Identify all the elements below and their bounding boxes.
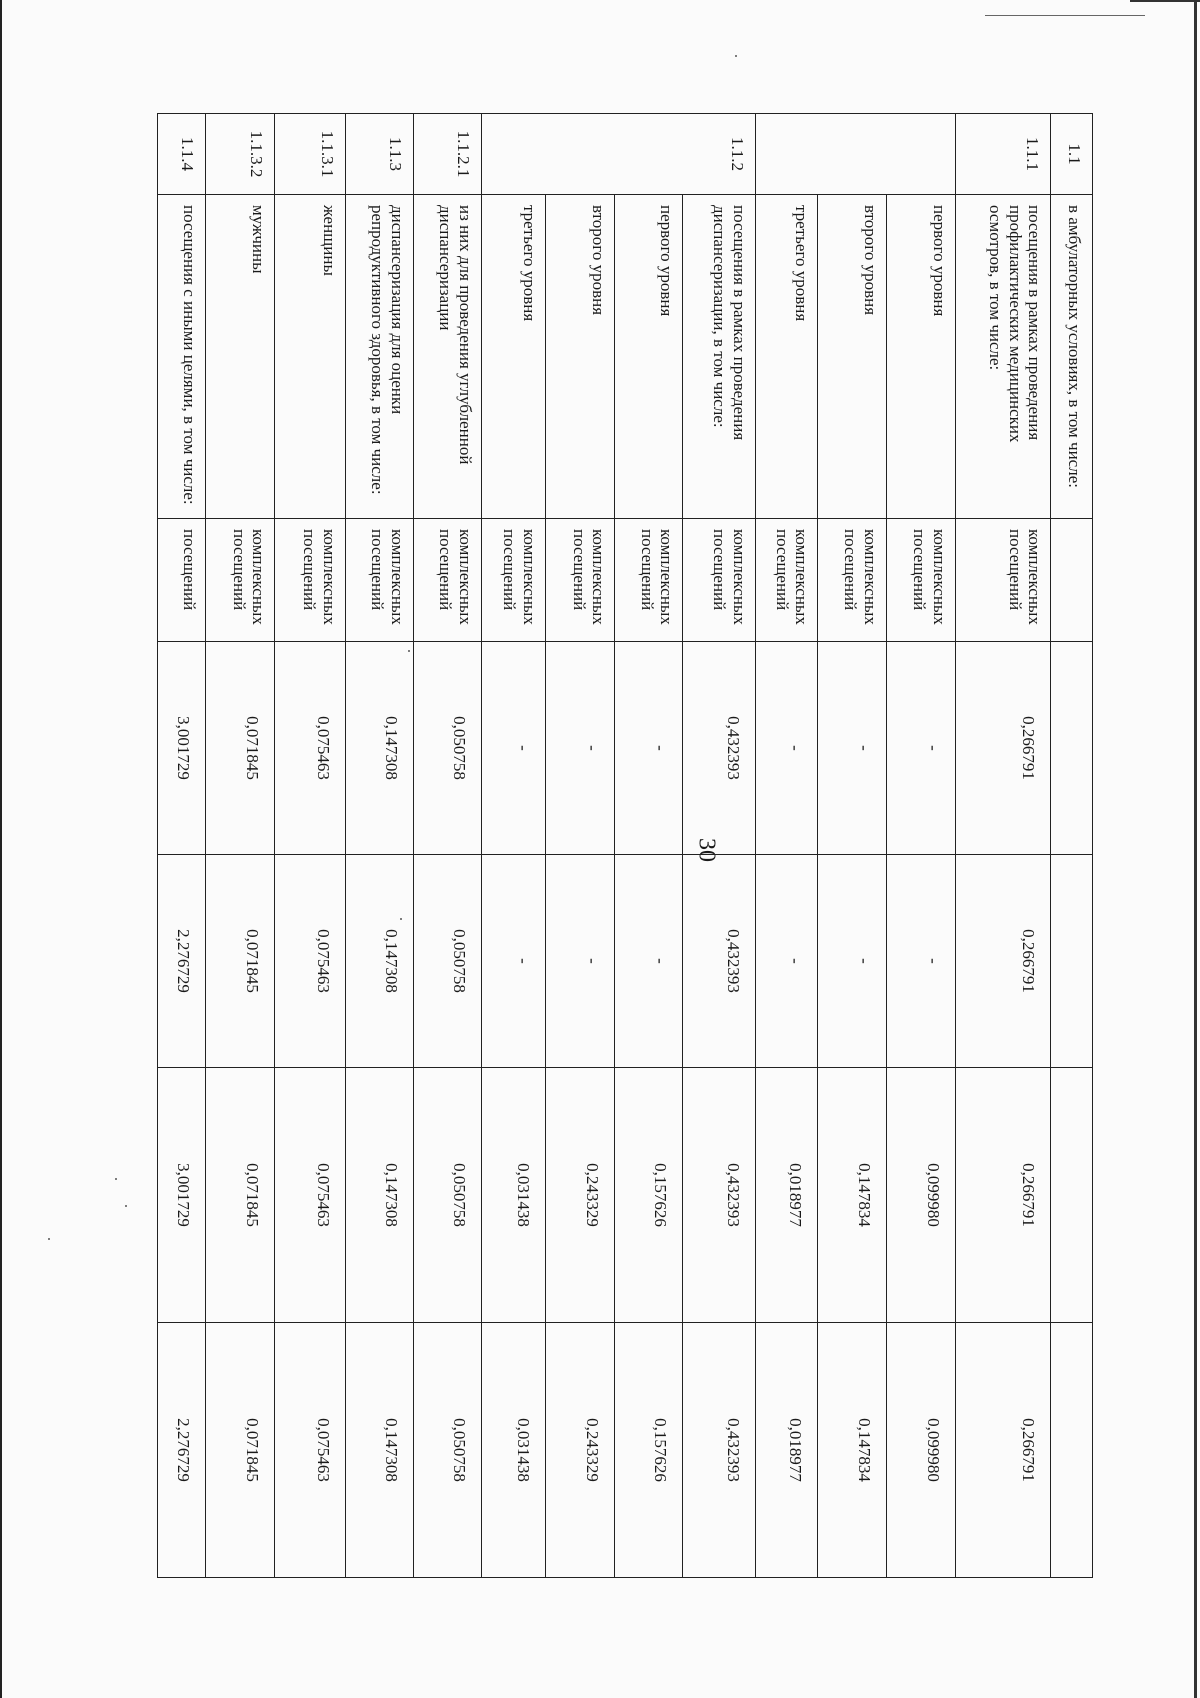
- row-value-1: -: [545, 642, 614, 855]
- row-value-2: 0,050758: [413, 855, 481, 1068]
- row-unit: комплексных посещений: [481, 519, 545, 642]
- row-unit: комплексных посещений: [955, 519, 1050, 642]
- row-value-2: -: [818, 855, 886, 1068]
- row-name: второго уровня: [818, 195, 886, 519]
- row-name: посещения в рамках проведения диспансеризации, в том числе:: [683, 195, 755, 519]
- row-unit: комплексных посещений: [886, 519, 955, 642]
- rotated-table-sheet: [157, 113, 1093, 1577]
- table-body: [158, 114, 1093, 1578]
- row-value-3: 0,050758: [413, 1068, 481, 1323]
- row-number: [615, 114, 683, 195]
- row-value-1: -: [818, 642, 886, 855]
- row-value-4: 0,071845: [206, 1323, 275, 1578]
- row-value-2: 0,432393: [683, 855, 755, 1068]
- row-number: [755, 114, 818, 195]
- row-number: 1.1.3.2: [206, 114, 275, 195]
- row-value-2: [1051, 855, 1093, 1068]
- table-row: [206, 114, 275, 1578]
- row-value-1: -: [886, 642, 955, 855]
- row-value-4: 0,147308: [345, 1323, 413, 1578]
- row-unit: комплексных посещений: [345, 519, 413, 642]
- row-value-2: -: [886, 855, 955, 1068]
- row-value-4: [1051, 1323, 1093, 1578]
- row-number: 1.1.3: [345, 114, 413, 195]
- row-value-1: -: [755, 642, 818, 855]
- row-number: 1.1.2: [683, 114, 755, 195]
- row-number: 1.1: [1051, 114, 1093, 195]
- row-value-4: 0,031438: [481, 1323, 545, 1578]
- row-value-1: 0,147308: [345, 642, 413, 855]
- table-row: [275, 114, 345, 1578]
- row-value-3: 0,432393: [683, 1068, 755, 1323]
- row-unit: комплексных посещений: [206, 519, 275, 642]
- table-row: [683, 114, 755, 1578]
- row-value-3: 0,099980: [886, 1068, 955, 1323]
- table-row: [545, 114, 614, 1578]
- row-unit: комплексных посещений: [413, 519, 481, 642]
- table-row: [755, 114, 818, 1578]
- row-name: второго уровня: [545, 195, 614, 519]
- row-name: третьего уровня: [481, 195, 545, 519]
- row-value-4: 0,147834: [818, 1323, 886, 1578]
- row-value-2: 2,276729: [158, 855, 206, 1068]
- row-value-4: 0,075463: [275, 1323, 345, 1578]
- row-value-4: 0,243329: [545, 1323, 614, 1578]
- page-number: 30: [693, 838, 720, 862]
- row-name: мужчины: [206, 195, 275, 519]
- row-value-4: 0,432393: [683, 1323, 755, 1578]
- row-number: [818, 114, 886, 195]
- table-row: [413, 114, 481, 1578]
- row-value-3: 0,075463: [275, 1068, 345, 1323]
- row-unit: комплексных посещений: [545, 519, 614, 642]
- row-value-3: 3,001729: [158, 1068, 206, 1323]
- row-value-3: 0,147308: [345, 1068, 413, 1323]
- table-row: [158, 114, 206, 1578]
- row-value-1: 3,001729: [158, 642, 206, 855]
- row-unit: комплексных посещений: [755, 519, 818, 642]
- row-value-2: 0,071845: [206, 855, 275, 1068]
- row-value-3: 0,031438: [481, 1068, 545, 1323]
- row-number: 1.1.1: [955, 114, 1050, 195]
- table-row: [345, 114, 413, 1578]
- row-value-1: 0,432393: [683, 642, 755, 855]
- row-name: первого уровня: [886, 195, 955, 519]
- row-number: 1.1.4: [158, 114, 206, 195]
- row-unit: [1051, 519, 1093, 642]
- row-value-3: 0,157626: [615, 1068, 683, 1323]
- table-row: [886, 114, 955, 1578]
- row-value-4: 0,099980: [886, 1323, 955, 1578]
- row-name: третьего уровня: [755, 195, 818, 519]
- row-value-1: 0,266791: [955, 642, 1050, 855]
- row-unit: комплексных посещений: [818, 519, 886, 642]
- table-row: [955, 114, 1050, 1578]
- row-value-3: 0,243329: [545, 1068, 614, 1323]
- row-name: из них для проведения углубленной диспансеризации: [413, 195, 481, 519]
- row-name: посещения с иными целями, в том числе:: [158, 195, 206, 519]
- row-value-1: [1051, 642, 1093, 855]
- row-value-1: -: [481, 642, 545, 855]
- table-row: [818, 114, 886, 1578]
- row-value-1: 0,050758: [413, 642, 481, 855]
- row-value-4: 0,157626: [615, 1323, 683, 1578]
- row-value-2: -: [545, 855, 614, 1068]
- row-number: [545, 114, 614, 195]
- row-value-4: 0,266791: [955, 1323, 1050, 1578]
- row-value-2: -: [755, 855, 818, 1068]
- row-value-1: 0,071845: [206, 642, 275, 855]
- row-value-2: 0,266791: [955, 855, 1050, 1068]
- row-number: 1.1.2.1: [413, 114, 481, 195]
- row-value-4: 2,276729: [158, 1323, 206, 1578]
- row-name: посещения в рамках проведения профилактических медицинских осмотров, в том числе:: [955, 195, 1050, 519]
- row-number: 1.1.3.1: [275, 114, 345, 195]
- row-value-3: [1051, 1068, 1093, 1323]
- row-number: [481, 114, 545, 195]
- row-name: женщины: [275, 195, 345, 519]
- row-value-2: -: [615, 855, 683, 1068]
- row-value-2: 0,075463: [275, 855, 345, 1068]
- row-value-1: -: [615, 642, 683, 855]
- row-value-3: 0,266791: [955, 1068, 1050, 1323]
- row-value-3: 0,071845: [206, 1068, 275, 1323]
- row-unit: комплексных посещений: [683, 519, 755, 642]
- row-value-3: 0,018977: [755, 1068, 818, 1323]
- table-row: [481, 114, 545, 1578]
- row-value-2: 0,147308: [345, 855, 413, 1068]
- row-number: [886, 114, 955, 195]
- row-value-2: -: [481, 855, 545, 1068]
- row-value-3: 0,147834: [818, 1068, 886, 1323]
- row-name: в амбулаторных условиях, в том числе:: [1051, 195, 1093, 519]
- row-unit: комплексных посещений: [615, 519, 683, 642]
- row-unit: комплексных посещений: [275, 519, 345, 642]
- row-value-4: 0,018977: [755, 1323, 818, 1578]
- row-unit: посещений: [158, 519, 206, 642]
- row-name: первого уровня: [615, 195, 683, 519]
- row-value-4: 0,050758: [413, 1323, 481, 1578]
- volume-table: [157, 113, 1093, 1578]
- row-name: диспансеризация для оценки репродуктивного здоровья, в том числе:: [345, 195, 413, 519]
- table-row: [615, 114, 683, 1578]
- table-row: [1051, 114, 1093, 1578]
- row-value-1: 0,075463: [275, 642, 345, 855]
